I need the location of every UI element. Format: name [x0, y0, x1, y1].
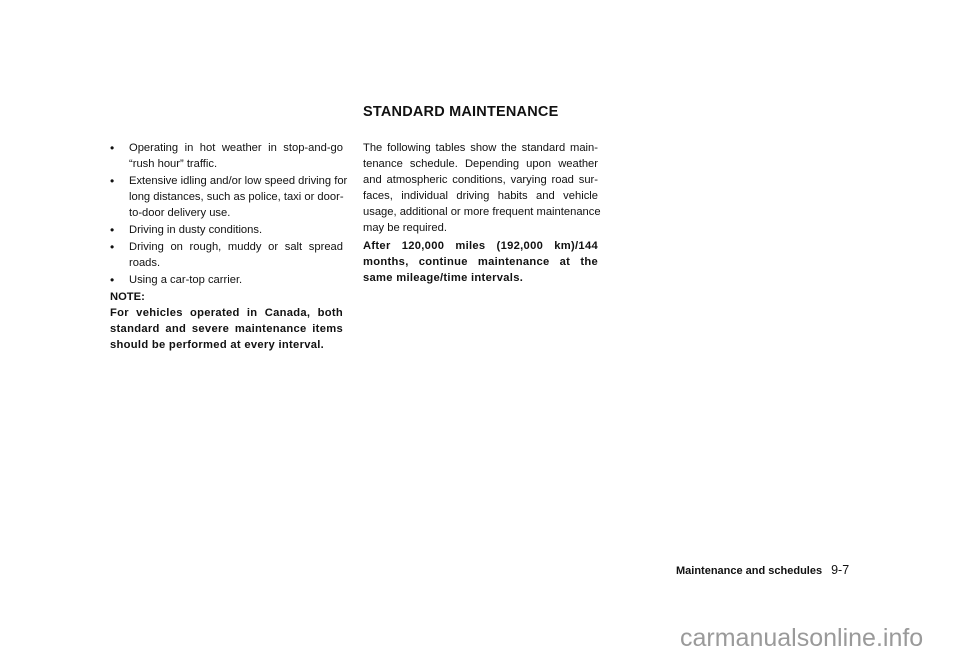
text-line: Driving on rough, muddy or salt spread [129, 241, 343, 253]
text-line: long distances, such as police, taxi or door- [129, 191, 344, 203]
bullet-icon: • [110, 223, 115, 237]
text-line: After 120,000 miles (192,000 km)/144 [363, 240, 598, 252]
text-line: may be required. [363, 222, 447, 234]
bullet-icon: • [110, 174, 115, 188]
text-line: should be performed at every interval. [110, 339, 325, 351]
right-column [363, 140, 601, 286]
watermark: carmanualsonline.info [680, 624, 924, 652]
text-line: months, continue maintenance at the [363, 256, 598, 268]
condition-list [110, 140, 348, 288]
page-number: 9-7 [831, 563, 850, 577]
text-line: Driving in dusty conditions. [129, 224, 263, 236]
intro-paragraph [363, 140, 601, 236]
left-column [110, 140, 348, 353]
text-line: For vehicles operated in Canada, both [110, 307, 343, 319]
text-line: same mileage/time intervals. [363, 272, 524, 284]
interval-note [363, 238, 598, 286]
section-heading: STANDARD MAINTENANCE [363, 104, 559, 120]
bullet-icon: • [110, 240, 115, 254]
list-item [110, 140, 343, 172]
text-line: “rush hour” traffic. [129, 158, 218, 170]
text-line: to-door delivery use. [129, 207, 231, 219]
text-line: and atmospheric conditions, varying road sur- [363, 174, 598, 186]
text-line: Using a car-top carrier. [129, 274, 243, 286]
text-line: tenance schedule. Depending upon weather [363, 158, 598, 170]
text-line: Extensive idling and/or low speed driving for [129, 175, 348, 187]
list-item [110, 239, 343, 271]
text-line: faces, individual driving habits and vehicle [363, 190, 598, 202]
footer-section: Maintenance and schedules [676, 565, 823, 577]
note-body [110, 305, 343, 353]
bullet-icon: • [110, 141, 115, 155]
text-line: usage, additional or more frequent maintenance [363, 206, 601, 218]
text-line: roads. [129, 257, 161, 269]
text-line: The following tables show the standard main- [363, 142, 598, 154]
list-item [110, 222, 343, 238]
note-heading: NOTE: [110, 291, 145, 303]
text-line: Operating in hot weather in stop-and-go [129, 142, 343, 154]
list-item [110, 272, 343, 288]
bullet-icon: • [110, 273, 115, 287]
text-line: standard and severe maintenance items [110, 323, 343, 335]
list-item [110, 173, 348, 221]
page-footer [676, 563, 849, 577]
